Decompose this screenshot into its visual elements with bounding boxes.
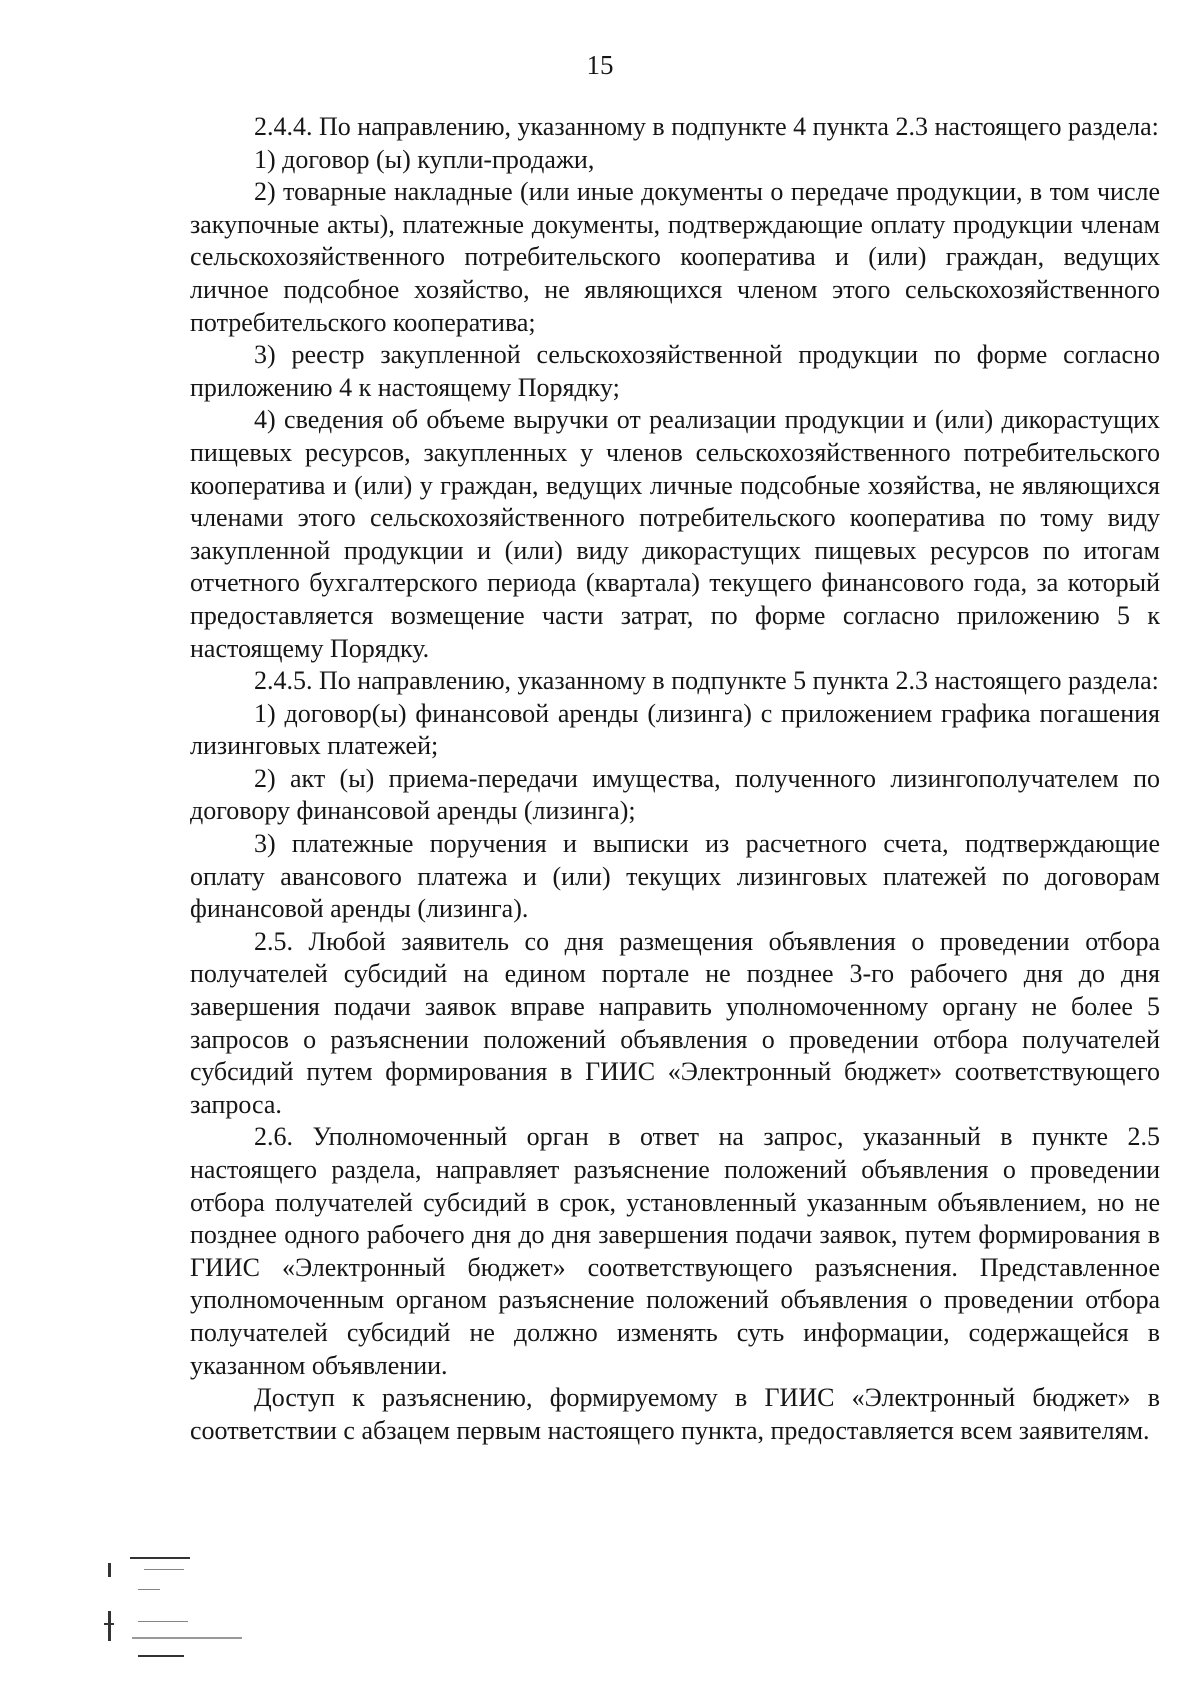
- list-item: 3) платежные поручения и выписки из расчетного счета, подтверждающие оплату авансового платежа и (или) текущих лизинговых платежей по договорам финансовой аренды (лизинга).: [190, 829, 1160, 924]
- paragraph-2-5: 2.5. Любой заявитель со дня размещения объявления о проведении отбора получателей субсидий на едином портале не позднее 3-го рабочего дня до дня завершения подачи заявок вправе направить уполномоченному органу не более 5 запросов о разъяснении положений объявления о проведении отбора получателей субсидий путем формирования в ГИИС «Электронный бюджет» соответствующего запроса.: [190, 926, 1160, 1119]
- page-number: 15: [586, 50, 614, 80]
- list-item: 3) реестр закупленной сельскохозяйственной продукции по форме согласно приложению 4 к настоящему Порядку;: [190, 340, 1160, 402]
- scan-artifact-marks: [108, 1555, 308, 1665]
- paragraph-2-4-4: 2.4.4. По направлению, указанному в подпункте 4 пункта 2.3 настоящего раздела:: [254, 112, 1159, 141]
- paragraph-2-6: 2.6. Уполномоченный орган в ответ на запрос, указанный в пункте 2.5 настоящего раздела, направляет разъяснение положений объявления о проведении отбора получателей субсидий в срок, установленный указанным объявлением, но не позднее одного рабочего дня до дня завершения подачи заявок, путем формирования в ГИИС «Электронный бюджет» соответствующего разъяснения. Представленное уполномоченным органом разъяснение положений объявления о проведении отбора получателей субсидий не должно изменять суть информации, содержащейся в указанном объявлении.: [190, 1122, 1160, 1380]
- list-item: 2) товарные накладные (или иные документы о передаче продукции, в том числе закупочные акты), платежные документы, подтверждающие оплату продукции членам сельскохозяйственного потребительского кооператива и (или) граждан, ведущих личное подсобное хозяйство, не являющихся членом этого сельскохозяйственного потребительского кооператива;: [190, 177, 1160, 337]
- list-item: 1) договор (ы) купли-продажи,: [254, 144, 595, 174]
- document-body: [190, 111, 1160, 1447]
- paragraph-access: Доступ к разъяснению, формируемому в ГИИС «Электронный бюджет» в соответствии с абзацем первым настоящего пункта, предоставляется всем заявителям.: [190, 1383, 1160, 1445]
- paragraph-2-4-5: 2.4.5. По направлению, указанному в подпункте 5 пункта 2.3 настоящего раздела:: [254, 666, 1159, 696]
- list-item: 4) сведения об объеме выручки от реализации продукции и (или) дикорастущих пищевых ресурсов, закупленных у членов сельскохозяйственного потребительского кооператива и (или) у граждан, ведущих личные подсобные хозяйства, не являющихся членами этого сельскохозяйственного потребительского кооператива по тому виду закупленной продукции и (или) виду дикорастущих пищевых ресурсов по итогам отчетного бухгалтерского периода (квартала) текущего финансового года, за который предоставляется возмещение части затрат, по форме согласно приложению 5 к настоящему Порядку.: [190, 405, 1160, 663]
- list-item: 2) акт (ы) приема-передачи имущества, полученного лизингополучателем по договору финансовой аренды (лизинга);: [190, 763, 1160, 826]
- list-item: 1) договор(ы) финансовой аренды (лизинга) с приложением графика погашения лизинговых платежей;: [190, 698, 1160, 761]
